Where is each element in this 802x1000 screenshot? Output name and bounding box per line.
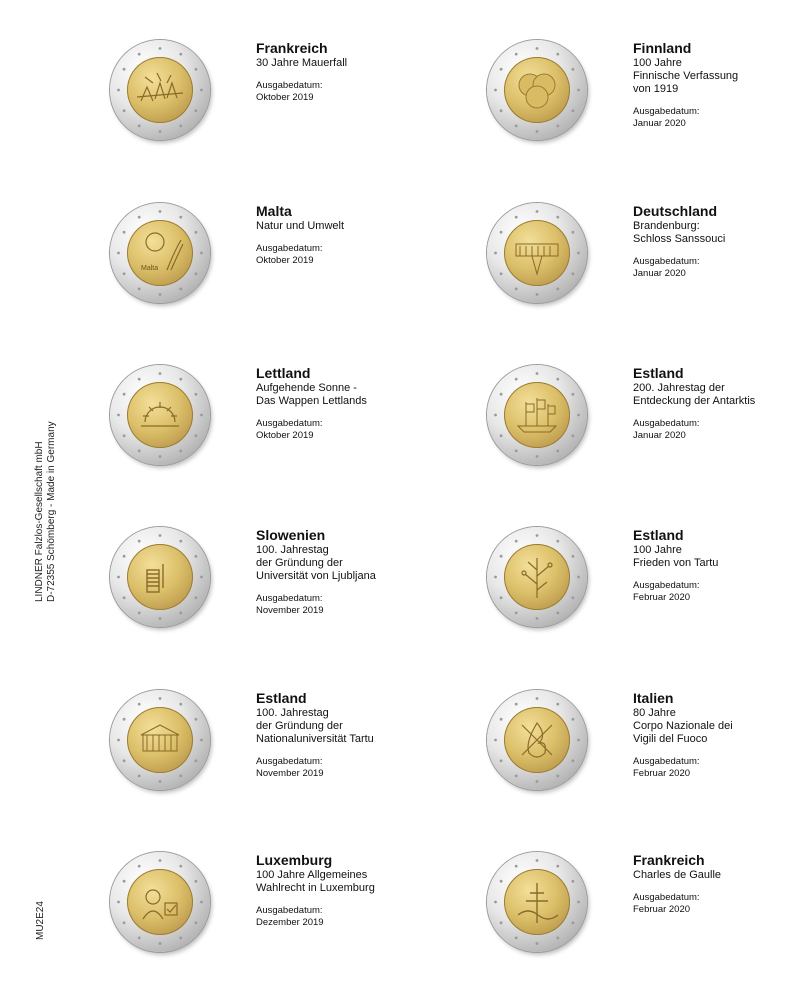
coin-subject: 30 Jahre Mauerfall: [256, 57, 348, 69]
coin-image: [487, 852, 587, 952]
rising-sun-icon: [127, 382, 193, 448]
coin-entry: [487, 690, 802, 820]
portrait-ballot-icon: [127, 869, 193, 935]
flame-emblem-icon: [504, 707, 570, 773]
coin-entry: [487, 203, 802, 333]
page-margin-imprint: [18, 0, 62, 1000]
issue-date-label: Ausgabedatum:: [633, 418, 700, 429]
publisher-line-1: LINDNER Falzlos-Gesellschaft mbH: [34, 441, 45, 602]
coin-image: [110, 40, 210, 140]
coin-entry: [487, 852, 802, 982]
coin-country: Estland: [633, 527, 684, 543]
coin-subject: 100. Jahrestag der Gründung der Nationaluniversität Tartu: [256, 707, 374, 745]
coin-info: [633, 40, 802, 130]
coin-subject: 100 Jahre Allgemeines Wahlrecht in Luxemburg: [256, 869, 375, 894]
coin-subject: Charles de Gaulle: [633, 869, 722, 881]
coin-country: Lettland: [256, 365, 311, 381]
svg-text:Malta: Malta: [141, 265, 159, 272]
three-circles-icon: [504, 57, 570, 123]
coin-info: [256, 40, 456, 104]
issue-date: November 2019: [256, 768, 324, 779]
coin-info: [633, 365, 802, 442]
issue-date: Januar 2020: [633, 118, 686, 129]
coin-country: Estland: [633, 365, 684, 381]
cross-of-lorraine-icon: [504, 869, 570, 935]
coin-image: [487, 203, 587, 303]
issue-date: Januar 2020: [633, 268, 686, 279]
coin-entry: [110, 852, 450, 982]
coin-image: [487, 365, 587, 465]
coin-info: [633, 852, 802, 916]
coin-subject: 80 Jahre Corpo Nazionale dei Vigili del Fuoco: [633, 707, 733, 745]
coin-subject: Natur und Umwelt: [256, 220, 345, 232]
coin-country: Estland: [256, 690, 307, 706]
issue-date: Januar 2020: [633, 430, 686, 441]
issue-date: Februar 2020: [633, 592, 691, 603]
issue-date-label: Ausgabedatum:: [633, 892, 700, 903]
issue-date: Oktober 2019: [256, 255, 314, 266]
coin-entry: [110, 203, 450, 333]
coin-country: Luxemburg: [256, 852, 333, 868]
issue-date: Dezember 2019: [256, 917, 324, 928]
issue-date-label: Ausgabedatum:: [633, 256, 700, 267]
coin-info: [633, 203, 802, 280]
coin-entry: [487, 527, 802, 657]
issue-date-label: Ausgabedatum:: [256, 593, 323, 604]
coin-subject: Aufgehende Sonne - Das Wappen Lettlands: [256, 382, 367, 407]
issue-date-label: Ausgabedatum:: [256, 80, 323, 91]
coin-image: [487, 527, 587, 627]
coin-image: [110, 527, 210, 627]
coin-entry: [110, 527, 450, 657]
coin-image: [487, 690, 587, 790]
coin-entry: [110, 40, 450, 170]
coin-image: [110, 690, 210, 790]
coin-entry: [487, 365, 802, 495]
coin-info: [256, 852, 456, 929]
coin-info: [256, 527, 456, 617]
publisher-imprint: [34, 421, 58, 602]
coin-info: [256, 690, 456, 780]
coin-subject: 200. Jahrestag der Entdeckung der Antarktis: [633, 382, 756, 407]
coin-info: [633, 690, 802, 780]
coin-country: Slowenien: [256, 527, 326, 543]
coin-image: [487, 40, 587, 140]
issue-date-label: Ausgabedatum:: [256, 756, 323, 767]
coin-image: [110, 203, 210, 303]
coin-info: [256, 365, 456, 442]
publisher-line-2: D-72355 Schömberg - Made in Germany: [46, 421, 57, 602]
coin-entry: [110, 690, 450, 820]
coin-info: [633, 527, 802, 604]
issue-date-label: Ausgabedatum:: [633, 106, 700, 117]
issue-date-label: Ausgabedatum:: [633, 580, 700, 591]
coin-subject: 100. Jahrestag der Gründung der Universität von Ljubljana: [256, 544, 376, 582]
tree-and-child-icon: [127, 220, 193, 286]
issue-date: Oktober 2019: [256, 430, 314, 441]
coin-country: Malta: [256, 203, 292, 219]
coin-entry: [110, 365, 450, 495]
coin-country: Frankreich: [256, 40, 328, 56]
university-building-icon: [127, 707, 193, 773]
coin-subject: Brandenburg: Schloss Sanssouci: [633, 220, 726, 245]
issue-date-label: Ausgabedatum:: [256, 905, 323, 916]
coin-entry: [487, 40, 802, 170]
coin-subject: 100 Jahre Finnische Verfassung von 1919: [633, 57, 739, 95]
sailing-ship-icon: [504, 382, 570, 448]
issue-date: November 2019: [256, 605, 324, 616]
coin-country: Deutschland: [633, 203, 718, 219]
palace-icon: [504, 220, 570, 286]
issue-date: Februar 2020: [633, 904, 691, 915]
coin-image: [110, 365, 210, 465]
issue-date: Februar 2020: [633, 768, 691, 779]
coin-country: Finnland: [633, 40, 692, 56]
oak-branch-icon: [504, 544, 570, 610]
issue-date-label: Ausgabedatum:: [256, 243, 323, 254]
issue-date-label: Ausgabedatum:: [256, 418, 323, 429]
wall-crowd-icon: [127, 57, 193, 123]
university-logo-icon: [127, 544, 193, 610]
coin-image: [110, 852, 210, 952]
article-code: MU2E24: [35, 901, 46, 940]
coin-country: Italien: [633, 690, 674, 706]
issue-date: Oktober 2019: [256, 92, 314, 103]
coin-country: Frankreich: [633, 852, 705, 868]
issue-date-label: Ausgabedatum:: [633, 756, 700, 767]
coin-subject: 100 Jahre Frieden von Tartu: [633, 544, 719, 569]
coin-info: [256, 203, 456, 267]
